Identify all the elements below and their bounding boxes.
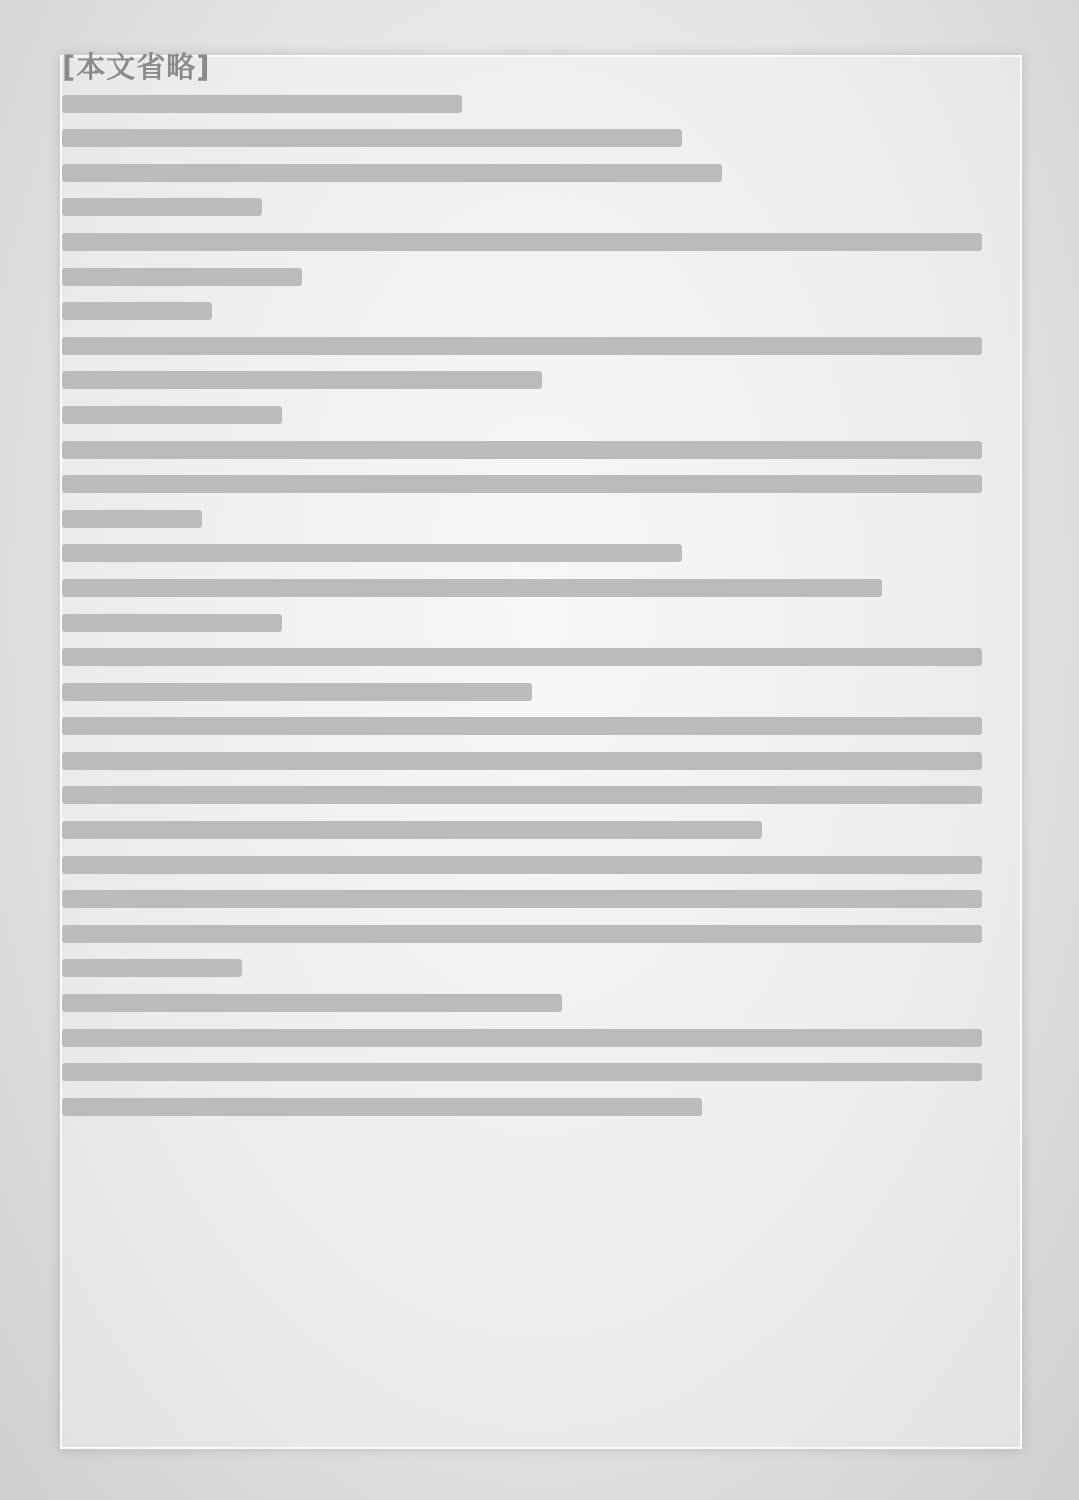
redacted-text [62,786,982,804]
redacted-text [62,129,682,147]
text-line [62,1157,1022,1192]
redacted-text [62,406,282,424]
text-line [62,154,1022,189]
redacted-text [62,337,982,355]
redacted-text [62,579,882,597]
text-line [62,1226,1022,1261]
text-line [62,119,1022,154]
redacted-text [62,856,982,874]
redacted-text [62,302,212,320]
redacted-text [62,371,542,389]
redacted-text [62,1098,702,1116]
redacted-text [62,648,982,666]
text-line [62,915,1022,950]
text-line [62,85,1022,120]
redacted-text [62,752,982,770]
text-line [62,1261,1022,1296]
text-line [62,500,1022,535]
text-line [62,949,1022,984]
text-line [62,1399,1022,1434]
text-line [62,673,1022,708]
redacted-text [62,1063,982,1081]
text-line [62,1192,1022,1227]
redacted-text [62,95,462,113]
text-line [62,604,1022,639]
text-line [62,742,1022,777]
redacted-text [62,268,302,286]
redacted-text [62,717,982,735]
redacted-text [62,510,202,528]
text-line [62,1330,1022,1365]
text-line [62,258,1022,293]
text-line [62,1122,1022,1157]
text-line [62,327,1022,362]
redacted-text [62,890,982,908]
redacted-text [62,614,282,632]
text-line [62,1019,1022,1054]
text-line [62,1053,1022,1088]
redacted-text [62,198,262,216]
text-line: [本文省略] [62,50,211,84]
redacted-text [62,233,982,251]
text-line [62,534,1022,569]
redacted-text [62,994,562,1012]
text-line [62,776,1022,811]
body-text [62,50,1022,1434]
redacted-text [62,164,722,182]
redacted-text [62,475,982,493]
redacted-text [62,1029,982,1047]
text-line [62,638,1022,673]
text-line [62,292,1022,327]
text-line [62,465,1022,500]
redacted-text [62,925,982,943]
redacted-text [62,544,682,562]
text-line [62,1365,1022,1400]
redacted-text [62,821,762,839]
text-line [62,880,1022,915]
redacted-text [62,441,982,459]
text-line [62,707,1022,742]
text-line [62,846,1022,881]
text-line [62,396,1022,431]
text-line [62,188,1022,223]
text-line [62,223,1022,258]
text-line [62,431,1022,466]
text-line [62,811,1022,846]
text-line [62,1295,1022,1330]
text-line [62,569,1022,604]
text-line [62,361,1022,396]
text-line [62,984,1022,1019]
redacted-text [62,959,242,977]
text-line [62,1088,1022,1123]
redacted-text [62,683,532,701]
